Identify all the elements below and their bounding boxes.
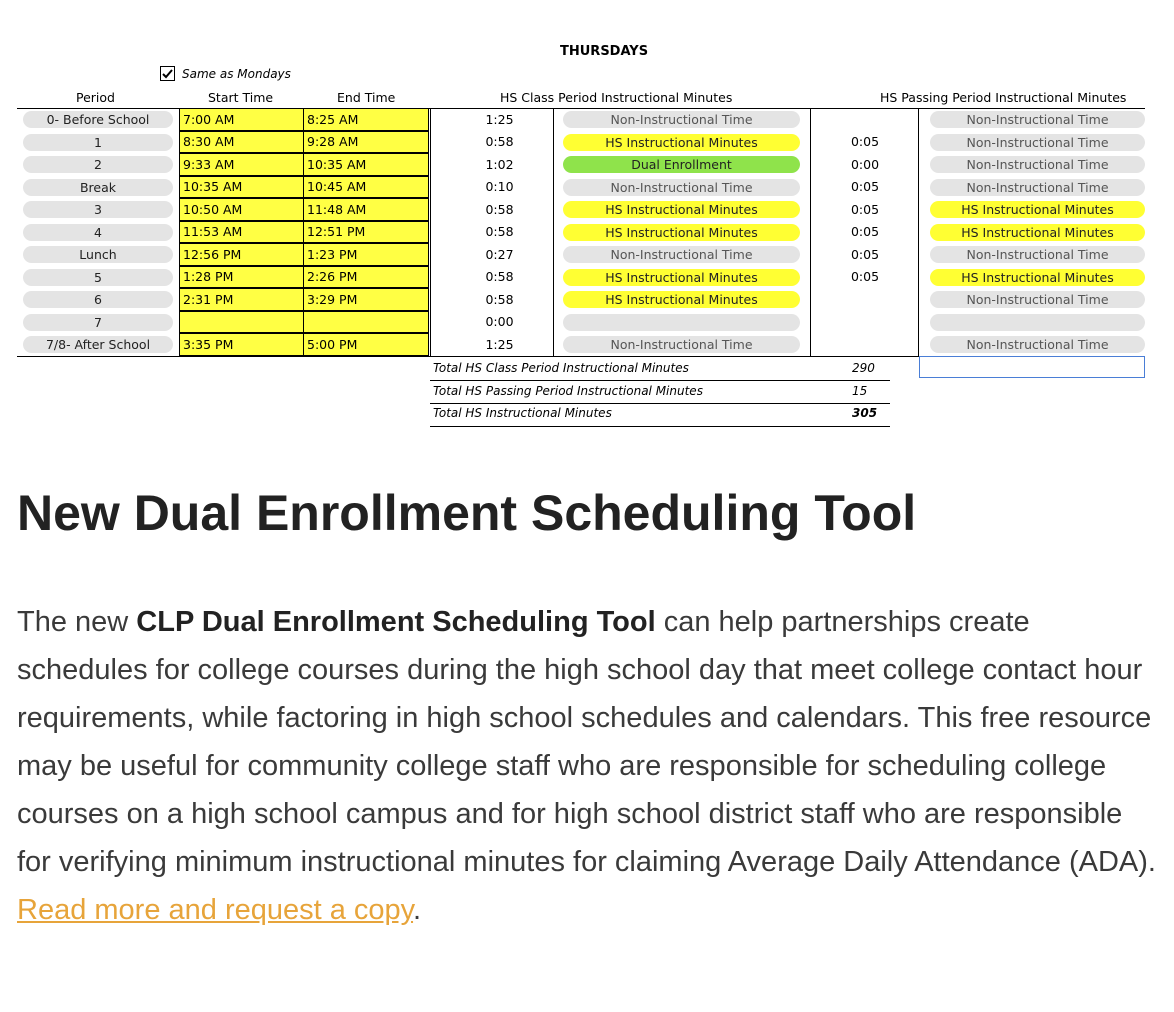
selected-cell[interactable]	[919, 356, 1145, 378]
start-time-cell[interactable]: 7:00 AM	[179, 108, 304, 131]
schedule-row	[17, 288, 1145, 311]
passing-minutes-cell	[827, 333, 903, 356]
header-class-minutes: HS Class Period Instructional Minutes	[500, 90, 733, 105]
schedule-row	[17, 243, 1145, 266]
passing-minutes-cell: 0:05	[850, 224, 880, 240]
duration-cell: 0:58	[485, 269, 514, 285]
end-time-cell[interactable]: 11:48 AM	[303, 198, 429, 221]
passing-type-dropdown[interactable]: HS Instructional Minutes	[930, 269, 1145, 286]
passing-minutes-cell: 0:00	[850, 156, 880, 172]
passing-type-dropdown[interactable]: Non-Instructional Time	[930, 134, 1145, 151]
duration-cell: 1:02	[485, 156, 514, 172]
total-value: 305	[852, 406, 878, 420]
class-type-dropdown[interactable]: HS Instructional Minutes	[563, 224, 800, 241]
period-button[interactable]: 6	[23, 291, 173, 308]
schedule-row	[17, 198, 1145, 221]
passing-minutes-cell: 0:05	[850, 179, 880, 195]
class-type-dropdown[interactable]	[563, 314, 800, 331]
class-type-dropdown[interactable]: Non-Instructional Time	[563, 111, 800, 128]
period-button[interactable]: 1	[23, 134, 173, 151]
passing-minutes-cell: 0:05	[850, 134, 880, 150]
duration-cell: 1:25	[485, 336, 514, 352]
duration-cell: 0:58	[485, 224, 514, 240]
passing-minutes-cell	[827, 311, 903, 334]
schedule-row	[17, 266, 1145, 289]
article-heading: New Dual Enrollment Scheduling Tool	[17, 485, 917, 541]
end-time-cell[interactable]: 5:00 PM	[303, 333, 429, 356]
header-end-time: End Time	[337, 90, 396, 105]
start-time-cell[interactable]: 8:30 AM	[179, 131, 304, 154]
end-time-cell[interactable]: 12:51 PM	[303, 221, 429, 244]
duration-cell: 0:58	[485, 134, 514, 150]
article-body	[17, 598, 1157, 934]
schedule-row	[17, 131, 1145, 154]
end-time-cell[interactable]: 8:25 AM	[303, 108, 429, 131]
passing-type-dropdown[interactable]: Non-Instructional Time	[930, 111, 1145, 128]
header-passing-minutes: HS Passing Period Instructional Minutes	[880, 90, 1127, 105]
passing-type-dropdown[interactable]: Non-Instructional Time	[930, 179, 1145, 196]
same-as-mondays-label: Same as Mondays	[182, 66, 291, 81]
schedule-spreadsheet-image	[0, 0, 1174, 440]
period-button[interactable]: Lunch	[23, 246, 173, 263]
class-type-dropdown[interactable]: Non-Instructional Time	[563, 246, 800, 263]
period-button[interactable]: 5	[23, 269, 173, 286]
total-divider	[430, 403, 890, 404]
start-time-cell[interactable]: 11:53 AM	[179, 221, 304, 244]
class-type-dropdown[interactable]: HS Instructional Minutes	[563, 201, 800, 218]
header-period: Period	[76, 90, 115, 105]
passing-type-dropdown[interactable]: Non-Instructional Time	[930, 246, 1145, 263]
total-label: Total HS Class Period Instructional Minutes	[433, 361, 689, 375]
schedule-row	[17, 333, 1145, 356]
grid-bottom-border	[17, 356, 919, 357]
same-as-mondays-control[interactable]	[160, 66, 291, 81]
start-time-cell[interactable]: 10:50 AM	[179, 198, 304, 221]
tool-name: CLP Dual Enrollment Scheduling Tool	[136, 606, 656, 638]
total-divider	[430, 380, 890, 381]
end-time-cell[interactable]	[303, 311, 429, 334]
total-label: Total HS Passing Period Instructional Minutes	[433, 383, 703, 398]
start-time-cell[interactable]: 12:56 PM	[179, 243, 304, 266]
period-button[interactable]: 3	[23, 201, 173, 218]
read-more-link[interactable]: Read more and request a copy	[17, 894, 414, 926]
passing-minutes-cell	[827, 288, 903, 311]
class-type-dropdown[interactable]: HS Instructional Minutes	[563, 269, 800, 286]
grid-top-border	[17, 108, 1145, 109]
schedule-grid	[17, 108, 1145, 356]
total-value: 15	[852, 383, 868, 398]
period-button[interactable]: 4	[23, 224, 173, 241]
start-time-cell[interactable]: 3:35 PM	[179, 333, 304, 356]
duration-cell: 0:00	[485, 314, 514, 330]
period-button[interactable]: 0- Before School	[23, 111, 173, 128]
passing-type-dropdown[interactable]: HS Instructional Minutes	[930, 201, 1145, 218]
end-time-cell[interactable]: 10:45 AM	[303, 176, 429, 199]
total-value: 290	[852, 361, 875, 375]
duration-cell: 0:58	[485, 201, 514, 217]
end-time-cell[interactable]: 2:26 PM	[303, 266, 429, 289]
duration-cell: 1:25	[485, 111, 514, 127]
start-time-cell[interactable]: 10:35 AM	[179, 176, 304, 199]
class-type-dropdown[interactable]: Non-Instructional Time	[563, 336, 800, 353]
start-time-cell[interactable]: 9:33 AM	[179, 153, 304, 176]
checkmark-icon	[162, 69, 173, 79]
start-time-cell[interactable]: 1:28 PM	[179, 266, 304, 289]
passing-minutes-cell: 0:05	[850, 201, 880, 217]
class-type-dropdown[interactable]: HS Instructional Minutes	[563, 134, 800, 151]
passing-type-dropdown[interactable]: Non-Instructional Time	[930, 336, 1145, 353]
passing-type-dropdown[interactable]	[930, 314, 1145, 331]
column-divider	[918, 108, 919, 356]
schedule-row	[17, 176, 1145, 199]
header-start-time: Start Time	[208, 90, 274, 105]
end-time-cell[interactable]: 3:29 PM	[303, 288, 429, 311]
class-type-dropdown[interactable]: HS Instructional Minutes	[563, 291, 800, 308]
passing-minutes-cell: 0:05	[850, 269, 880, 285]
start-time-cell[interactable]	[179, 311, 304, 334]
period-button[interactable]: 7/8- After School	[23, 336, 173, 353]
duration-cell: 0:58	[485, 291, 514, 307]
duration-cell: 0:10	[485, 179, 514, 195]
class-type-dropdown[interactable]: Dual Enrollment	[563, 156, 800, 173]
article-body-text: can help partnerships create schedules for college courses during the high school day that meet college contact hour requirements, while factoring in high school schedules and calendars. This free resource may be useful for community college staff who are responsible for scheduling college courses on a high school campus and for high school district staff who are responsible for verifying minimum instructional minutes for claiming Average Daily Attendance (ADA).	[17, 606, 1156, 878]
duration-cell: 0:27	[485, 246, 514, 262]
start-time-cell[interactable]: 2:31 PM	[179, 288, 304, 311]
period-button[interactable]: 7	[23, 314, 173, 331]
column-divider	[430, 108, 431, 356]
column-divider	[553, 108, 554, 356]
class-type-dropdown[interactable]: Non-Instructional Time	[563, 179, 800, 196]
end-time-cell[interactable]: 9:28 AM	[303, 131, 429, 154]
schedule-row	[17, 108, 1145, 131]
schedule-row	[17, 153, 1145, 176]
end-time-cell[interactable]: 1:23 PM	[303, 243, 429, 266]
same-as-mondays-checkbox[interactable]	[160, 66, 175, 81]
column-divider	[810, 108, 811, 356]
passing-minutes-cell: 0:05	[850, 246, 880, 262]
passing-type-dropdown[interactable]: HS Instructional Minutes	[930, 224, 1145, 241]
passing-type-dropdown[interactable]: Non-Instructional Time	[930, 156, 1145, 173]
period-button[interactable]: Break	[23, 179, 173, 196]
total-label: Total HS Instructional Minutes	[433, 406, 612, 420]
passing-type-dropdown[interactable]: Non-Instructional Time	[930, 291, 1145, 308]
end-time-cell[interactable]: 10:35 AM	[303, 153, 429, 176]
total-divider	[430, 426, 890, 427]
sheet-title: THURSDAYS	[560, 44, 649, 59]
article-intro: The new	[17, 606, 137, 638]
period-button[interactable]: 2	[23, 156, 173, 173]
passing-minutes-cell	[827, 108, 903, 131]
schedule-row	[17, 221, 1145, 244]
schedule-row	[17, 311, 1145, 334]
article-end: .	[413, 894, 422, 926]
